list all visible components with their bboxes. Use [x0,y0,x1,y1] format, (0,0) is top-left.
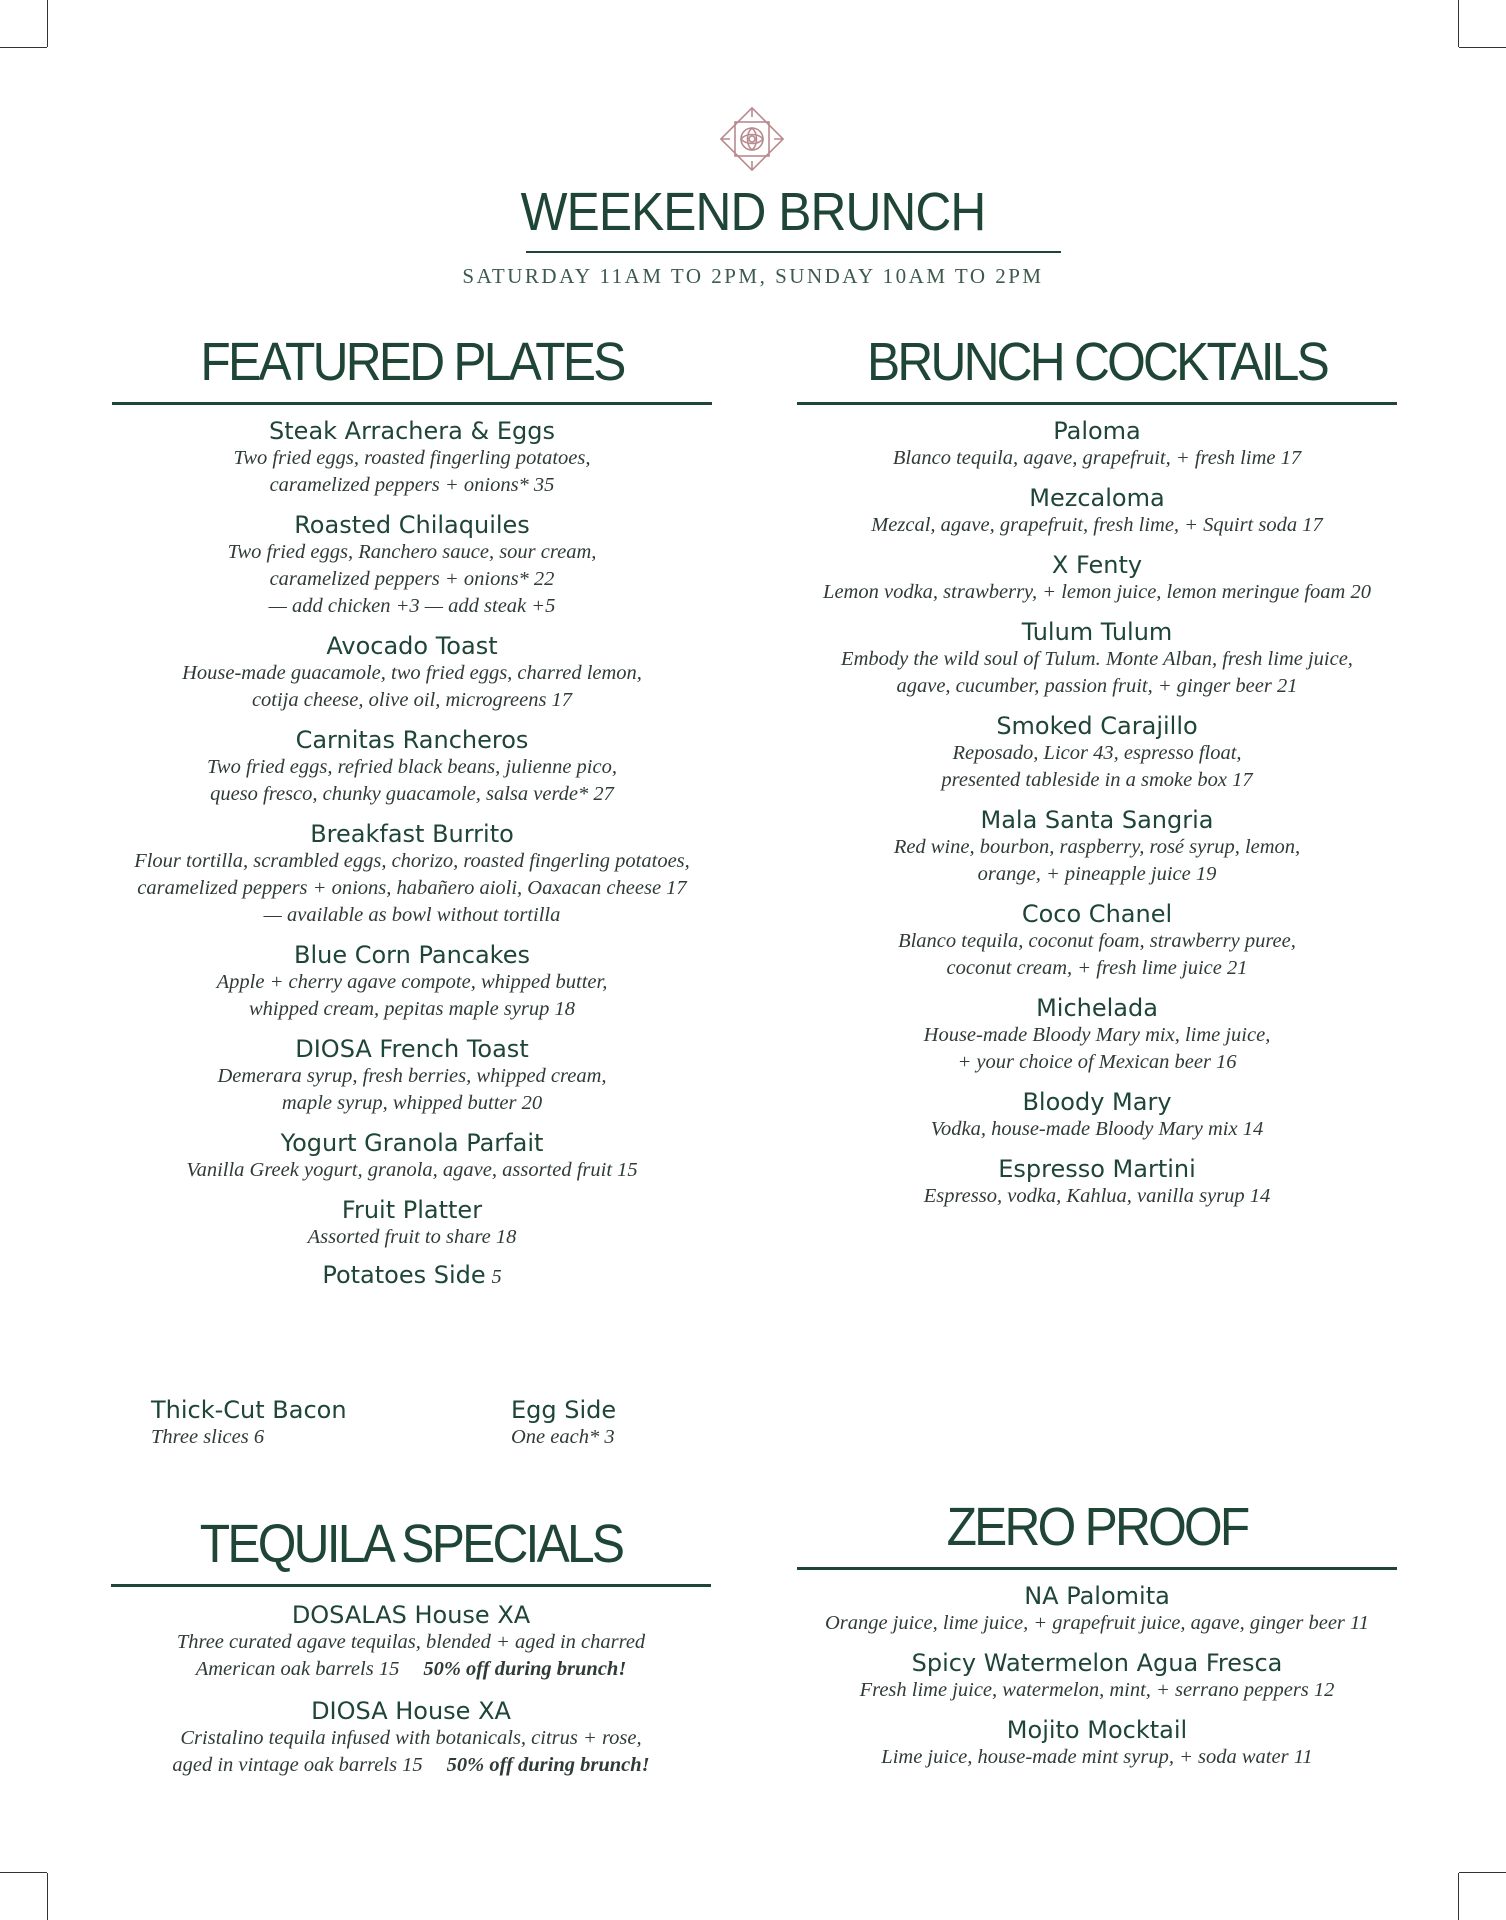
menu-item-name: Mala Santa Sangria [980,806,1214,834]
description-line: Reposado, Licor 43, espresso float, [952,742,1242,764]
description-line: Blanco tequila, agave, grapefruit, + fresh lime 17 [892,447,1302,469]
menu-item-description [797,646,1397,700]
menu-item-name: Egg Side [511,1396,617,1424]
description-line: orange, + pineapple juice 19 [977,863,1217,885]
description-line: aged in vintage oak barrels 15 [172,1754,423,1776]
menu-item-name: Steak Arrachera & Eggs [269,417,555,445]
menu-item-name: Breakfast Burrito [310,820,514,848]
menu-item-name: Potatoes Side [322,1261,486,1289]
description-line: agave, cucumber, passion fruit, + ginger beer 21 [896,675,1298,697]
crop-mark [47,1873,48,1920]
description-line: caramelized peppers + onions* 35 [269,474,555,496]
section-divider [797,402,1397,405]
menu-item-name: Bloody Mary [1022,1088,1172,1116]
promo-text: 50% off during brunch! [423,1658,627,1680]
menu-item-name: Mezcaloma [1029,484,1165,512]
crop-mark [1459,1872,1506,1873]
menu-item-name: Blue Corn Pancakes [294,941,530,969]
section-title: ZERO PROOF [946,1497,1248,1557]
description-line: presented tableside in a smoke box 17 [941,769,1253,791]
menu-item [111,1697,711,1779]
menu-item-name: NA Palomita [1024,1582,1170,1610]
menu-item-name: Espresso Martini [998,1155,1196,1183]
menu-item [797,712,1397,794]
menu-item-name: Mojito Mocktail [1006,1716,1188,1744]
menu-item-name: Smoked Carajillo [996,712,1198,740]
menu-item-description [112,1224,712,1251]
section-title: BRUNCH COCKTAILS [866,332,1328,392]
menu-item-description [112,1157,712,1184]
crop-mark [1458,0,1459,47]
featured-plates-list [112,417,712,1251]
menu-item-description [797,445,1397,472]
section-divider [112,402,712,405]
menu-item [112,1261,712,1289]
description-line: caramelized peppers + onions, habañero aioli, Oaxacan cheese 17 [137,877,687,899]
description-line: Embody the wild soul of Tulum. Monte Alban, fresh lime juice, [841,648,1353,670]
description-line: Assorted fruit to share 18 [307,1226,517,1248]
description-line: Orange juice, lime juice, + grapefruit juice, agave, ginger beer 11 [824,1612,1370,1634]
promo-text: 50% off during brunch! [446,1754,650,1776]
menu-item-name: Carnitas Rancheros [295,726,529,754]
menu-item [797,1716,1397,1771]
description-line: + your choice of Mexican beer 16 [957,1051,1237,1073]
menu-item [797,551,1397,606]
description-line: Vodka, house-made Bloody Mary mix 14 [930,1118,1264,1140]
menu-item [112,511,712,620]
page-title: WEEKEND BRUNCH [520,182,986,242]
bacon-side [151,1396,347,1451]
menu-item-name: Thick-Cut Bacon [151,1396,347,1424]
menu-item-name: DIOSA House XA [311,1697,511,1725]
menu-item [112,941,712,1023]
menu-item-name: Yogurt Granola Parfait [280,1129,544,1157]
description-line: whipped cream, pepitas maple syrup 18 [248,998,576,1020]
section-divider [797,1567,1397,1570]
crop-mark [0,47,47,48]
description-line: American oak barrels 15 [195,1658,400,1680]
menu-item-description [797,740,1397,794]
menu-item-description [797,1183,1397,1210]
description-line: Espresso, vodka, Kahlua, vanilla syrup 14 [923,1185,1271,1207]
description-line: Blanco tequila, coconut foam, strawberry puree, [898,930,1296,952]
menu-item [112,820,712,929]
title-divider [526,251,1061,253]
menu-item-name: Fruit Platter [341,1196,483,1224]
egg-side [511,1396,616,1451]
description-line: Lemon vodka, strawberry, + lemon juice, lemon meringue foam 20 [823,581,1371,603]
description-line: Two fried eggs, roasted fingerling potatoes, [233,447,591,469]
description-line: — add chicken +3 — add steak +5 [268,595,556,617]
featured-plates-section [112,332,712,1289]
description-line: Apple + cherry agave compote, whipped butter, [216,971,608,993]
menu-item [797,1649,1397,1704]
zero-proof-list [797,1582,1397,1771]
crop-mark [0,1872,47,1873]
crop-mark [1458,1873,1459,1920]
menu-item [112,632,712,714]
description-line: caramelized peppers + onions* 22 [269,568,555,590]
menu-item-description [797,512,1397,539]
zero-proof-section [797,1497,1397,1771]
description-line: Demerara syrup, fresh berries, whipped cream, [217,1065,607,1087]
menu-item [112,417,712,499]
menu-item [112,1035,712,1117]
menu-item-name: DIOSA French Toast [295,1035,529,1063]
brunch-hours: SATURDAY 11AM TO 2PM, SUNDAY 10AM TO 2PM [462,264,1044,288]
section-title: TEQUILA SPECIALS [199,1514,623,1574]
menu-item-name: Avocado Toast [326,632,498,660]
tequila-specials-section [111,1514,711,1779]
description-line: coconut cream, + fresh lime juice 21 [946,957,1248,979]
menu-item-name: X Fenty [1051,551,1143,579]
menu-item [797,994,1397,1076]
menu-item-description [797,1610,1397,1637]
menu-item [111,1601,711,1683]
menu-item-name: Michelada [1036,994,1158,1022]
description-line: Three curated agave tequilas, blended + aged in charred [176,1631,646,1653]
description-line: Mezcal, agave, grapefruit, fresh lime, + Squirt soda 17 [871,514,1323,536]
menu-item [797,417,1397,472]
menu-item-description [797,1116,1397,1143]
menu-item-description [797,1677,1397,1704]
description-line: maple syrup, whipped butter 20 [281,1092,543,1114]
menu-item-name: DOSALAS House XA [291,1601,531,1629]
section-title: FEATURED PLATES [200,332,624,392]
description-line: Two fried eggs, Ranchero sauce, sour cream, [227,541,597,563]
description-line: queso fresco, chunky guacamole, salsa verde* 27 [210,783,614,805]
menu-item-description [112,969,712,1023]
menu-item-description [112,848,712,929]
menu-item [797,1582,1397,1637]
menu-item-description [112,445,712,499]
menu-item-price: 5 [491,1266,502,1288]
floral-medallion-icon [717,104,787,174]
menu-item-name: Paloma [1053,417,1141,445]
menu-item-name: Roasted Chilaquiles [294,511,530,539]
menu-item-name: Tulum Tulum [1021,618,1173,646]
description-line: Lime juice, house-made mint syrup, + soda water 11 [881,1746,1313,1768]
menu-item [797,806,1397,888]
menu-item-description [797,928,1397,982]
menu-item-description: Three slices 6 [151,1426,265,1448]
description-line: Two fried eggs, refried black beans, julienne pico, [207,756,617,778]
description-line: cotija cheese, olive oil, microgreens 17 [251,689,573,711]
crop-mark [47,0,48,47]
menu-item [797,484,1397,539]
description-line: Flour tortilla, scrambled eggs, chorizo, roasted fingerling potatoes, [134,850,690,872]
menu-item [797,1155,1397,1210]
menu-item [112,1129,712,1184]
section-divider [111,1584,711,1587]
description-line: House-made guacamole, two fried eggs, charred lemon, [182,662,642,684]
cocktails-list [797,417,1397,1210]
menu-item-description [112,1063,712,1117]
description-line: Fresh lime juice, watermelon, mint, + serrano peppers 12 [859,1679,1335,1701]
menu-item-name: Coco Chanel [1021,900,1173,928]
description-line: Cristalino tequila infused with botanicals, citrus + rose, [180,1727,642,1749]
menu-item-description [797,834,1397,888]
description-line: Vanilla Greek yogurt, granola, agave, assorted fruit 15 [186,1159,638,1181]
menu-item-description [797,1022,1397,1076]
menu-item-description [112,754,712,808]
menu-item-name: Spicy Watermelon Agua Fresca [911,1649,1283,1677]
menu-item-description [797,579,1397,606]
description-line: House-made Bloody Mary mix, lime juice, [923,1024,1271,1046]
menu-item [797,1088,1397,1143]
menu-item-description [111,1725,711,1779]
menu-item-description [112,660,712,714]
menu-item-description [797,1744,1397,1771]
menu-item-description [111,1629,711,1683]
menu-item [797,900,1397,982]
brunch-cocktails-section [797,332,1397,1210]
menu-item [797,618,1397,700]
menu-item [112,1196,712,1251]
menu-item-description [112,539,712,620]
description-line: — available as bowl without tortilla [263,904,561,926]
description-line: Red wine, bourbon, raspberry, rosé syrup, lemon, [893,836,1301,858]
crop-mark [1459,47,1506,48]
menu-item-description: One each* 3 [511,1426,615,1448]
menu-item [112,726,712,808]
